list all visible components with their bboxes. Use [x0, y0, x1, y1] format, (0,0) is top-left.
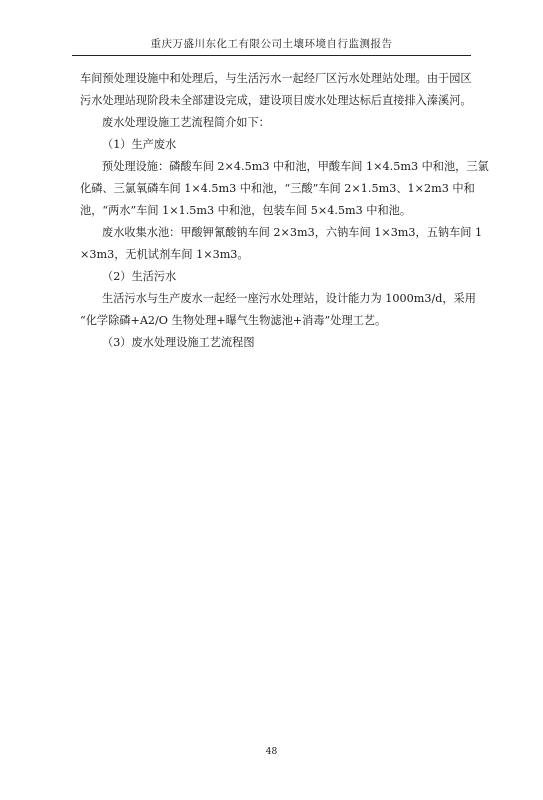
- section-heading: （2）生活污水: [102, 270, 177, 283]
- paragraph-line: “化学除磷+A2/O 生物处理+曝气生物滤池+消毒”处理工艺。: [80, 314, 387, 327]
- paragraph-line: 化磷、三氯氧磷车间 1×4.5m3 中和池，“三酸”车间 2×1.5m3、1×2m3 中和: [80, 182, 475, 195]
- page-header: 重庆万盛川东化工有限公司土壤环境自行监测报告: [72, 36, 471, 56]
- paragraph-line: 污水处理站现阶段未全部建设完成，建设项目废水处理达标后直接排入溱溪河。: [80, 94, 472, 107]
- paragraph-line: 池，“两水”车间 1×1.5m3 中和池，包装车间 5×4.5m3 中和池。: [80, 204, 412, 217]
- section-heading: （3）废水处理设施工艺流程图: [102, 336, 255, 349]
- paragraph-line: ×3m3，无机试剂车间 1×3m3。: [80, 248, 249, 261]
- paragraph-line: 废水处理设施工艺流程简介如下：: [102, 116, 270, 129]
- paragraph-line: 废水收集水池：甲酸钾氰酸钠车间 2×3m3，六钠车间 1×3m3，五钠车间 1: [102, 226, 483, 239]
- paragraph-line: 车间预处理设施中和处理后，与生活污水一起经厂区污水处理站处理。由于园区: [80, 72, 472, 85]
- page-number: 48: [265, 747, 278, 757]
- section-heading: （1）生产废水: [102, 138, 177, 151]
- paragraph-line: 生活污水与生产废水一起经一座污水处理站，设计能力为 1000m3/d，采用: [102, 292, 476, 305]
- page-body: [80, 68, 489, 354]
- paragraph-line: 预处理设施：磷酸车间 2×4.5m3 中和池，甲酸车间 1×4.5m3 中和池，三氯: [102, 160, 489, 173]
